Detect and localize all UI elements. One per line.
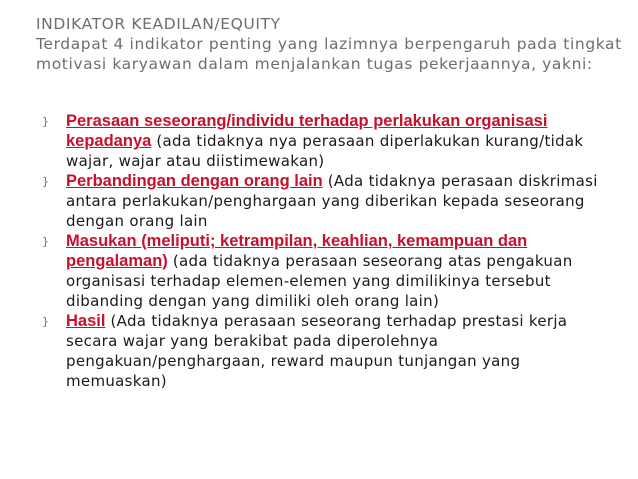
- indicator-term: Perbandingan dengan orang lain: [66, 172, 323, 190]
- bullet-icon: }: [42, 315, 50, 328]
- indicator-term: Hasil: [66, 312, 106, 330]
- title-subline-2: motivasi karyawan dalam menjalankan tugas pekerjaannya, yakni:: [36, 55, 593, 73]
- indicator-description: (Ada tidaknya perasaan diskrimasi antara perlakukan/penghargaan yang diberikan kepada seseorang dengan orang lain: [66, 172, 598, 230]
- indicator-description: (ada tidaknya nya perasaan diperlakukan kurang/tidak wajar, wajar atau diistimewakan): [66, 132, 584, 170]
- indicator-term: Perasaan seseorang/individu terhadap perlakukan organisasi kepadanya: [66, 112, 548, 150]
- bullet-list: [42, 111, 622, 391]
- list-item: [42, 111, 622, 171]
- bullet-icon: }: [42, 115, 50, 128]
- slide-title: [36, 14, 626, 74]
- title-subline-1: Terdapat 4 indikator penting yang lazimnya berpengaruh pada tingkat: [36, 35, 622, 53]
- indicator-description: (Ada tidaknya perasaan seseorang terhadap prestasi kerja secara wajar yang berakibat pada diperolehnya pengakuan/penghargaan, reward maupun tunjangan yang memuaskan): [66, 312, 568, 390]
- bullet-icon: }: [42, 235, 50, 248]
- bullet-icon: }: [42, 175, 50, 188]
- list-item: [42, 231, 622, 311]
- title-heading: INDIKATOR KEADILAN/EQUITY: [36, 15, 281, 33]
- indicator-term: Masukan (meliputi; ketrampilan, keahlian, kemampuan dan pengalaman): [66, 232, 528, 270]
- indicator-description: (ada tidaknya perasaan seseorang atas pengakuan organisasi terhadap elemen-elemen yang dimilikinya tersebut dibanding dengan yang dimiliki oleh orang lain): [66, 252, 573, 310]
- list-item: [42, 171, 622, 231]
- list-item: [42, 311, 622, 391]
